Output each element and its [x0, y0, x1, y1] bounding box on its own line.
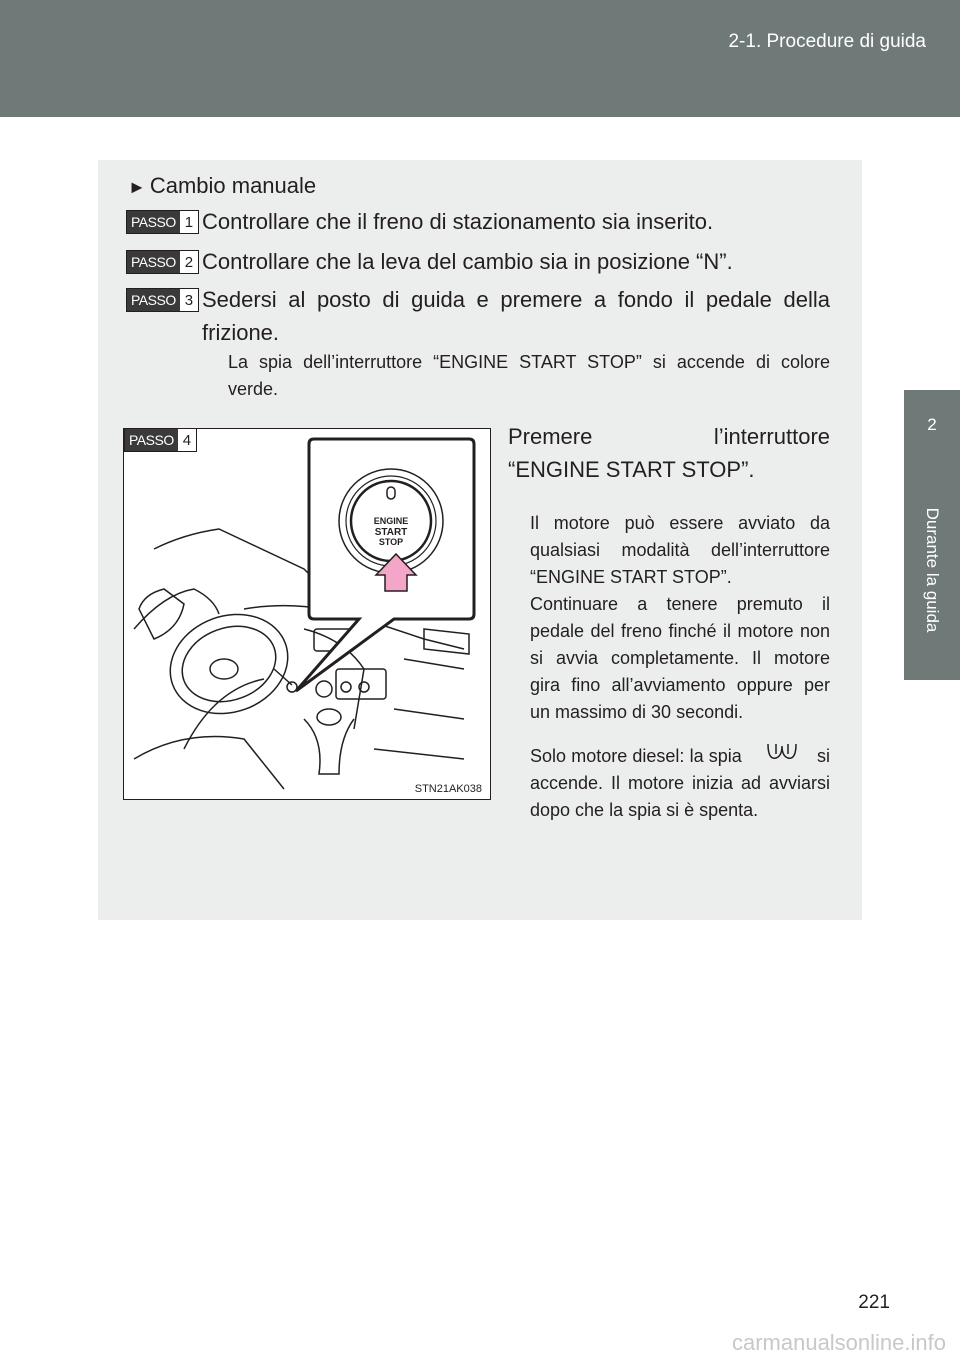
step-badge: PASSO 3: [126, 288, 199, 312]
step-4-para-1: Il motore può essere avviato da qualsiasi modalità dell’interruttore “ENGINE START STOP”.: [530, 513, 830, 587]
step-4-badge: PASSO 4: [124, 428, 197, 452]
chapter-tab: [904, 460, 960, 680]
step-4-para-3: Solo motore diesel: la spia si accende. Il motore inizia ad avviarsi dopo che la spia si è spenta.: [530, 740, 830, 824]
chapter-label: Durante la guida: [923, 507, 942, 633]
step-text: Sedersi al posto di guida e premere a fondo il pedale della frizione.: [202, 287, 830, 345]
page-header: [0, 0, 960, 117]
step-4-title: Premere l’interruttore “ENGINE START STOP”.: [508, 424, 830, 482]
step-badge: PASSO 2: [126, 250, 199, 274]
watermark: carmanualsonline.info: [731, 1330, 946, 1355]
step-1: [126, 205, 830, 238]
step-3-note: La spia dell’interruttore “ENGINE START STOP” si accende di colore verde.: [228, 352, 830, 399]
section-subheading: [128, 173, 316, 199]
page-number: 221: [858, 1292, 890, 1313]
step-text: Controllare che la leva del cambio sia in posizione “N”.: [202, 249, 733, 274]
header-title: 2-1. Procedure di guida: [728, 31, 926, 52]
chapter-number: 2: [904, 390, 960, 460]
step-4-para-2: Continuare a tenere premuto il pedale del freno finché il motore non si avvia completamente. Il motore gira fino all’avviamento oppure per un massimo di 30 secondi.: [530, 594, 830, 722]
glow-plug-icon: [747, 740, 817, 770]
step-2: [126, 245, 830, 278]
illustration-dashboard: [123, 428, 491, 800]
illustration-code: STN21AK038: [414, 783, 482, 795]
step-3: [126, 283, 830, 349]
button-label-stop: STOP: [378, 537, 404, 547]
button-label-start: START: [374, 527, 408, 538]
button-label-engine: ENGINE: [373, 516, 409, 526]
subheading-text: Cambio manuale: [149, 173, 317, 198]
step-text: Controllare che il freno di stazionamento sia inserito.: [202, 209, 714, 234]
dashboard-drawing: [124, 429, 490, 799]
pointer-icon: ►: [128, 177, 146, 197]
step-4-text: [508, 420, 830, 824]
step-badge: PASSO 1: [126, 210, 199, 234]
